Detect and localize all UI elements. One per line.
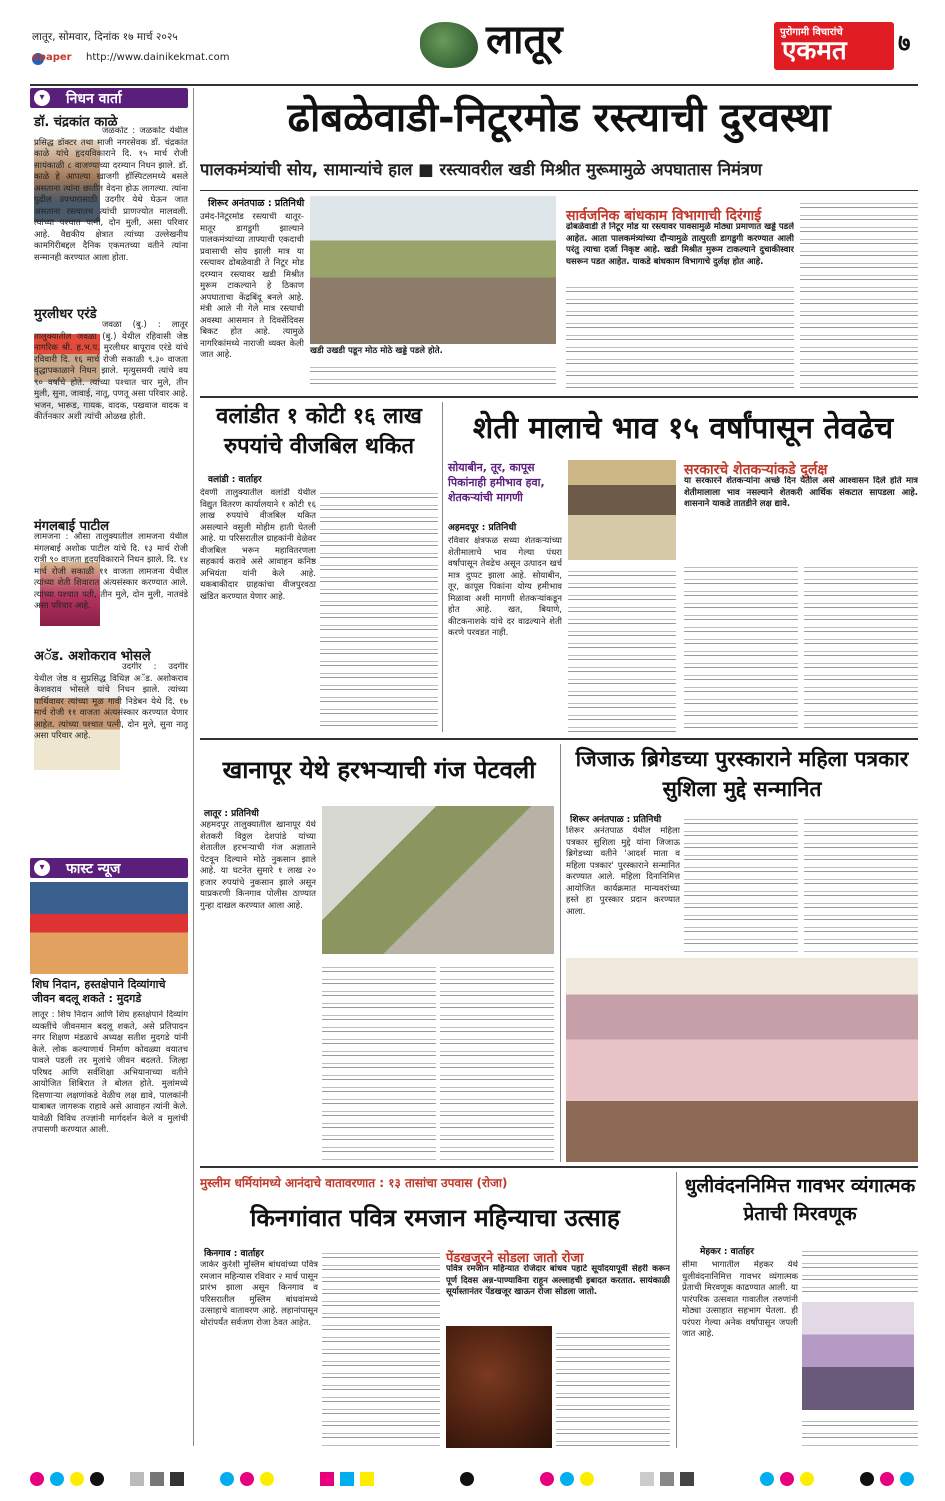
- nidhan-title: निधन वार्ता: [66, 91, 122, 107]
- page-number: ७: [898, 29, 911, 57]
- award-photo: [566, 958, 918, 1162]
- electric-divider: [442, 402, 443, 732]
- ramzan-kicker: मुस्लीम धर्मियांमध्ये आनंदाचे वातावरणात : १३ तासांचा उपवास (रोजा): [200, 1176, 508, 1190]
- lead-box-body: ढोबळेवाडी ते निटूर मोड या रस्त्यावर पावसामुळे मोठ्या प्रमाणात खड्डे पडले आहेत. आता पालकमंत्र्यांच्या दौऱ्यामुळे तात्पुरती डागडुगी करण्यात आली परंतु त्याचा दर्जा निकृष्ट आहे. खडी मिश्रीत मुरूम टाकल्याने दुचाकीस्वार घसरून पडत आहेत. याकडे बांधकाम विभागाचे दुर्लक्ष होत आहे.: [566, 222, 794, 267]
- farm-col-2: [568, 564, 676, 732]
- fast-story-title: शिघ निदान, हस्तक्षेपाने दिव्यांगाचे जीवन बदलू शकते : मुदगडे: [32, 978, 166, 1005]
- lead-byline: शिरूर अनंतपाळ : प्रतिनिधी: [208, 198, 305, 209]
- chevron-down-icon: ▾: [34, 860, 50, 876]
- lead-col-far: [800, 196, 918, 388]
- obit-body-4: उदगीर : उदगीर येथील जेष्ठ व सुप्रसिद्ध विधिज्ञ अॅड. अशोकराव केशवराव भोसले यांचे निधन झाले. त्यांच्या पार्थिवावर त्यांच्या मूळ गावी निडेबन येथे दि. १७ मार्च रोजी ११ वाजता अंत्यसंस्कार करण्यात येणार आहेत. त्यांच्या पश्चात पत्नी, दोन मुले, सुना नातू असा परिवार आहे.: [34, 662, 188, 741]
- obit-name-4: अॅड. अशोकराव भोसले: [34, 649, 151, 664]
- ramzan-byline: किनगाव : वार्ताहर: [204, 1249, 264, 1259]
- obit-name-3: मंगलबाई पाटील: [34, 519, 110, 534]
- brand-tagline: पुरोगामी विचारांचे: [780, 27, 843, 38]
- map-icon: [420, 22, 478, 68]
- lead-rule: [200, 190, 918, 191]
- farm-box-body: या सरकारने शेतकऱ्यांना अच्छे दिन येतील असे आश्वासन दिले होते मात्र शेतीमालाला भाव नसल्याने शेतकरी आर्थिक संकटात सापडला आहे. शासनाने याकडे तातडीने लक्ष द्यावे.: [684, 476, 918, 509]
- farm-box-title: सरकारचे शेतकऱ्यांकडे दुर्लक्ष: [684, 462, 828, 478]
- fire-photo: [322, 806, 554, 954]
- electric-byline: वलांडी : वार्ताहर: [208, 475, 262, 485]
- farm-col-3: [684, 560, 798, 732]
- procession-photo: [802, 1302, 914, 1410]
- masthead: [0, 0, 945, 84]
- lead-col-right: [566, 280, 794, 388]
- electric-body: देवणी तालुक्यातील वलांडी येथील विद्युत वितरण कार्यालयाने १ कोटी १६ लाख रुपयांचे वीजबिल थकित असल्याने वसुली मोहीम हाती घेतली आहे. या परिसरातील ग्राहकांनी वेळेवर वीजबिल भरून महावितरणला सहकार्य करावे असे आवाहन कनिष्ठ अभियंता यांनी केले आहे. थकबाकीदार ग्राहकांचा वीजपुरवठा खंडित करण्यात येणार आहे.: [200, 488, 316, 602]
- obit-name-2: मुरलीधर एरंडे: [34, 307, 97, 322]
- fire-divider: [560, 744, 561, 1162]
- ramzan-col-2: [322, 1246, 440, 1448]
- award-byline: शिरूर अनंतपाळ : प्रतिनिधी: [570, 815, 662, 825]
- fire-byline: लातूर : प्रतिनिधी: [204, 809, 259, 819]
- holi-col-2: [802, 1244, 918, 1298]
- site-url[interactable]: http://www.dainikekmat.com: [86, 52, 230, 63]
- farmer-photo: [568, 460, 676, 560]
- lead-body: उमेद-निटूरमोड रस्त्याची थातूर-मातूर डागडुगी झाल्याने पालकमंत्र्यांच्या ताफ्याची एकदाची प्रवासाची सोय झाली मात्र या रस्त्यावर ढोबळेवाडी ते निटूर मोड दरम्यान रस्त्यावर खडी मिश्रीत मुरूम टाकल्याने हे ठिकाण अपघाताचा केंद्रबिंदू बनले आहे. मंत्री आले नी गेले मात्र रस्त्याची अवस्था आसमान ते दिवसेंदिवस बिकट होत आहे. त्यामुळे नागरिकांमध्ये नाराजी व्यक्त केली जात आहे.: [200, 212, 304, 360]
- holi-byline: मेहकर : वार्ताहर: [700, 1247, 754, 1257]
- electric-col-2: [320, 486, 438, 732]
- lower-rule: [200, 1166, 918, 1168]
- fast-news-photo: [30, 882, 188, 974]
- farm-col-4: [804, 560, 918, 732]
- obit-body-3: लामजना : औसा तालुक्यातील लामजना येथील मंगलबाई अशोक पाटील यांचे दि. १३ मार्च रोजी रात्री ९० वाजता हृदयविकाराने निधन झाले. दि. १४ मार्च रोजी सकाळी ११ वाजता लामजना येथील त्यांच्या शेती शिवारात अंत्यसंस्कार करण्यात आले. त्यांच्या पश्चात पती, तीन मुले, दोन मुली, नातवंडे असा परिवार आहे.: [34, 532, 188, 611]
- left-divider: [193, 88, 194, 1446]
- farm-byline: अहमदपूर : प्रतिनिधी: [448, 523, 517, 533]
- mid-rule: [200, 738, 918, 740]
- lead-body-cont: [310, 360, 556, 388]
- fast-story-body: लातूर : शिघ निदान आणि शिघ हस्तक्षेपाने दिव्यांग व्यक्तींचे जीवनमान बदलू शकते, असे प्रतिपादन नगर शिक्षण मंडळाचे अध्यक्ष सतीश मुदगडे यांनी केले. लोक कल्याणार्थ निर्माण कोवळ्या वयातच पावले पडली तर मुलांचे जीवन बदलते. जिल्हा परिषद आणि सर्वशिक्षा अभियानाच्या वतीने आयोजित शिबिरात ते बोलत होते. मुलांमध्ये दिसणाऱ्या लक्षणांकडे वेळीच लक्ष द्यावे, पालकांनी याबाबत जागरूक राहावे असे आवाहन त्यांनी केले. यावेळी विविध तज्ज्ञांनी मार्गदर्शन केले व मुलांची तपासणी करण्यात आली.: [32, 1010, 188, 1135]
- ramzan-body: जाकेर कुरेशी मुस्लिम बांधवांच्या पवित्र रमजान महिन्यास रविवार २ मार्च पासून प्रारंभ झाला असून किनगाव व परिसरातील मुस्लिम बांधवांमध्ये उत्साहाचे वातावरण आहे. लहानांपासून थोरांपर्यंत सर्वजण रोजा ठेवत आहेत.: [200, 1260, 318, 1328]
- dates-photo: [446, 1326, 552, 1448]
- farm-headline: शेती मालाचे भाव १५ वर्षांपासून तेवढेच: [472, 411, 894, 446]
- electric-headline: वलांडीत १ कोटी १६ लाख रुपयांचे वीजबिल थकित: [216, 404, 422, 459]
- brand-logo: एकमत: [782, 36, 847, 66]
- award-headline: जिजाऊ ब्रिगेडच्या पुरस्काराने महिला पत्रकार सुशिला मुद्दे सन्मानित: [575, 747, 909, 801]
- section-title: लातूर: [486, 17, 563, 63]
- ramzan-col-3: [556, 1326, 670, 1448]
- fast-title: फास्ट न्यूज: [66, 861, 121, 877]
- holi-headline: धुलीवंदननिमित्त गावभर व्यंगात्मक प्रेताची मिरवणूक: [684, 1175, 916, 1225]
- lead-bottom-rule: [200, 396, 918, 398]
- fire-col-2: [322, 960, 436, 1160]
- farm-body: रविवार क्षेत्रफळ सध्या शेतकऱ्यांच्या शेतीमालाचे भाव गेल्या पंधरा वर्षांपासून तेवढेच असून उत्पादन खर्च मात्र दुप्पट झाला आहे. सोयाबीन, तूर, कापूस पिकांना योग्य हमीभाव मिळावा अशी मागणी शेतकऱ्यांकडून होत आहे. खत, बियाणे, कीटकनाशके यांचे दर वाढल्याने शेती करणे परवडत नाही.: [448, 536, 562, 638]
- award-col-3: [804, 812, 918, 954]
- ramzan-box-body: पवित्र रमजान महिन्यात रोजेदार बांधव पहाटे सूर्योदयापूर्वी सेहरी करून पूर्ण दिवस अन्न-पाण्याविना राहून अल्लाहची इबादत करतात. सायंकाळी सूर्यास्तानंतर पेंडखजूर खाऊन रोजा सोडला जातो.: [446, 1264, 670, 1297]
- fire-body: अहमदपूर तालुक्यातील खानापूर येथे शेतकरी विठ्ठल देशपांडे यांच्या शेतातील हरभऱ्याची गंज अज्ञाताने पेटवून दिल्याने मोठे नुकसान झाले आहे. या घटनेत सुमारे १ लाख २० हजार रुपयांचे नुकसान झाले असून याप्रकरणी किनगाव पोलीस ठाण्यात गुन्हा दाखल करण्यात आला आहे.: [200, 820, 316, 911]
- ramzan-divider: [676, 1172, 677, 1448]
- chevron-down-icon: ▾: [34, 90, 50, 106]
- lead-caption: खडी उखडी पडून मोठ मोठे खड्डे पडले होते.: [310, 346, 443, 356]
- lead-box-title: सार्वजनिक बांधकाम विभागाची दिरंगाई: [566, 208, 762, 224]
- header-rule: [30, 84, 918, 86]
- ramzan-headline: किनगांवात पवित्र रमजान महिन्याचा उत्साह: [250, 1204, 620, 1232]
- lead-subhead: पालकमंत्र्यांची सोय, सामान्यांचे हाल ■ रस्त्यावरील खडी मिश्रीत मुरूमामुळे अपघातास निमंत्रण: [200, 160, 762, 179]
- dateline: लातूर, सोमवार, दिनांक १७ मार्च २०२५: [32, 31, 178, 43]
- holi-body: सीमा भागातील मेहकर येथे धुलीवंदनानिमित्त गावभर व्यंगात्मक प्रेताची मिरवणूक काढण्यात आली. या पारंपरिक उत्सवात गावातील तरुणांनी मोठ्या उत्साहात सहभाग घेतला. ही परंपरा गेल्या अनेक वर्षांपासून जपली जात आहे.: [682, 1260, 798, 1339]
- lead-headline: ढोबळेवाडी-निटूरमोड रस्त्याची दुरवस्था: [287, 95, 831, 141]
- farm-sub: सोयाबीन, तूर, कापूस पिकांनाही हमीभाव हवा, शेतकऱ्यांची मागणी: [448, 461, 545, 504]
- holi-col-3: [802, 1414, 918, 1448]
- print-marks: [0, 1468, 945, 1490]
- road-photo: [310, 196, 556, 344]
- ramzan-box-title: पेंडखजूरने सोडला जातो रोजा: [446, 1251, 584, 1266]
- award-body: शिरूर अनंतपाळ येथील महिला पत्रकार सुशिला मुद्दे यांना जिजाऊ ब्रिगेडच्या वतीने 'आदर्श माता व महिला पत्रकार' पुरस्काराने सन्मानित करण्यात आले. महिला दिनानिमित्त आयोजित कार्यक्रमात मान्यवरांच्या हस्ते हा पुरस्कार प्रदान करण्यात आला.: [566, 826, 680, 917]
- award-col-2: [684, 812, 798, 954]
- fire-col-3: [440, 960, 554, 1160]
- obit-body-1: जळकोट : जळकोट येथील प्रसिद्ध डॉक्टर तथा माजी नगरसेवक डॉ. चंद्रकांत काळे यांचे हृदयविकाराने दि. १५ मार्च रोजी सायंकाळी ८ वाजण्याच्या दरम्यान निधन झाले. डॉ. काळे हे आपल्या खाजगी हॉस्पिटलमध्ये बसले असताना त्यांना छातीत वेदना होऊ लागल्या. त्यांना पुढील उपचारासाठी उदगीर येथे घेऊन जात असताना रस्त्यातच त्यांची प्राणज्योत मालवली. त्यांच्या पश्चात पत्नी, दोन मुली, असा परिवार आहे. वैद्यकीय क्षेत्रात त्यांच्या उल्लेखनीय कामगिरीबद्दल दैनिक एकमतच्या वतीने त्यांना सन्मानही करण्यात आला होता.: [34, 126, 188, 263]
- epaper-label: epaper: [32, 52, 72, 63]
- fire-headline: खानापूर येथे हरभऱ्याची गंज पेटवली: [222, 756, 536, 784]
- obit-name-1: डॉ. चंद्रकांत काळे: [34, 115, 118, 130]
- obit-body-2: जवळा (बु.) : लातूर तालुक्यातील जवळा (बु.) येथील रहिवासी जेष्ठ नागरिक श्री. ह.भ.प. मुरलीधर बापूराव एरंडे यांचे रविवारी दि. १६ मार्च रोजी सकाळी ९.३० वाजता वृद्धापकाळाने निधन झाले. मृत्युसमयी त्यांचे वय ९० वर्षांचे होते. त्यांच्या पश्चात चार मुले, तीन मुली, सुना, जावाई, नातू, पणतू असा परिवार आहे. भजन, भारूड, गायक, वादक, पखवाज वादक व कीर्तनकार अशी त्यांची ओळख होती.: [34, 320, 188, 422]
